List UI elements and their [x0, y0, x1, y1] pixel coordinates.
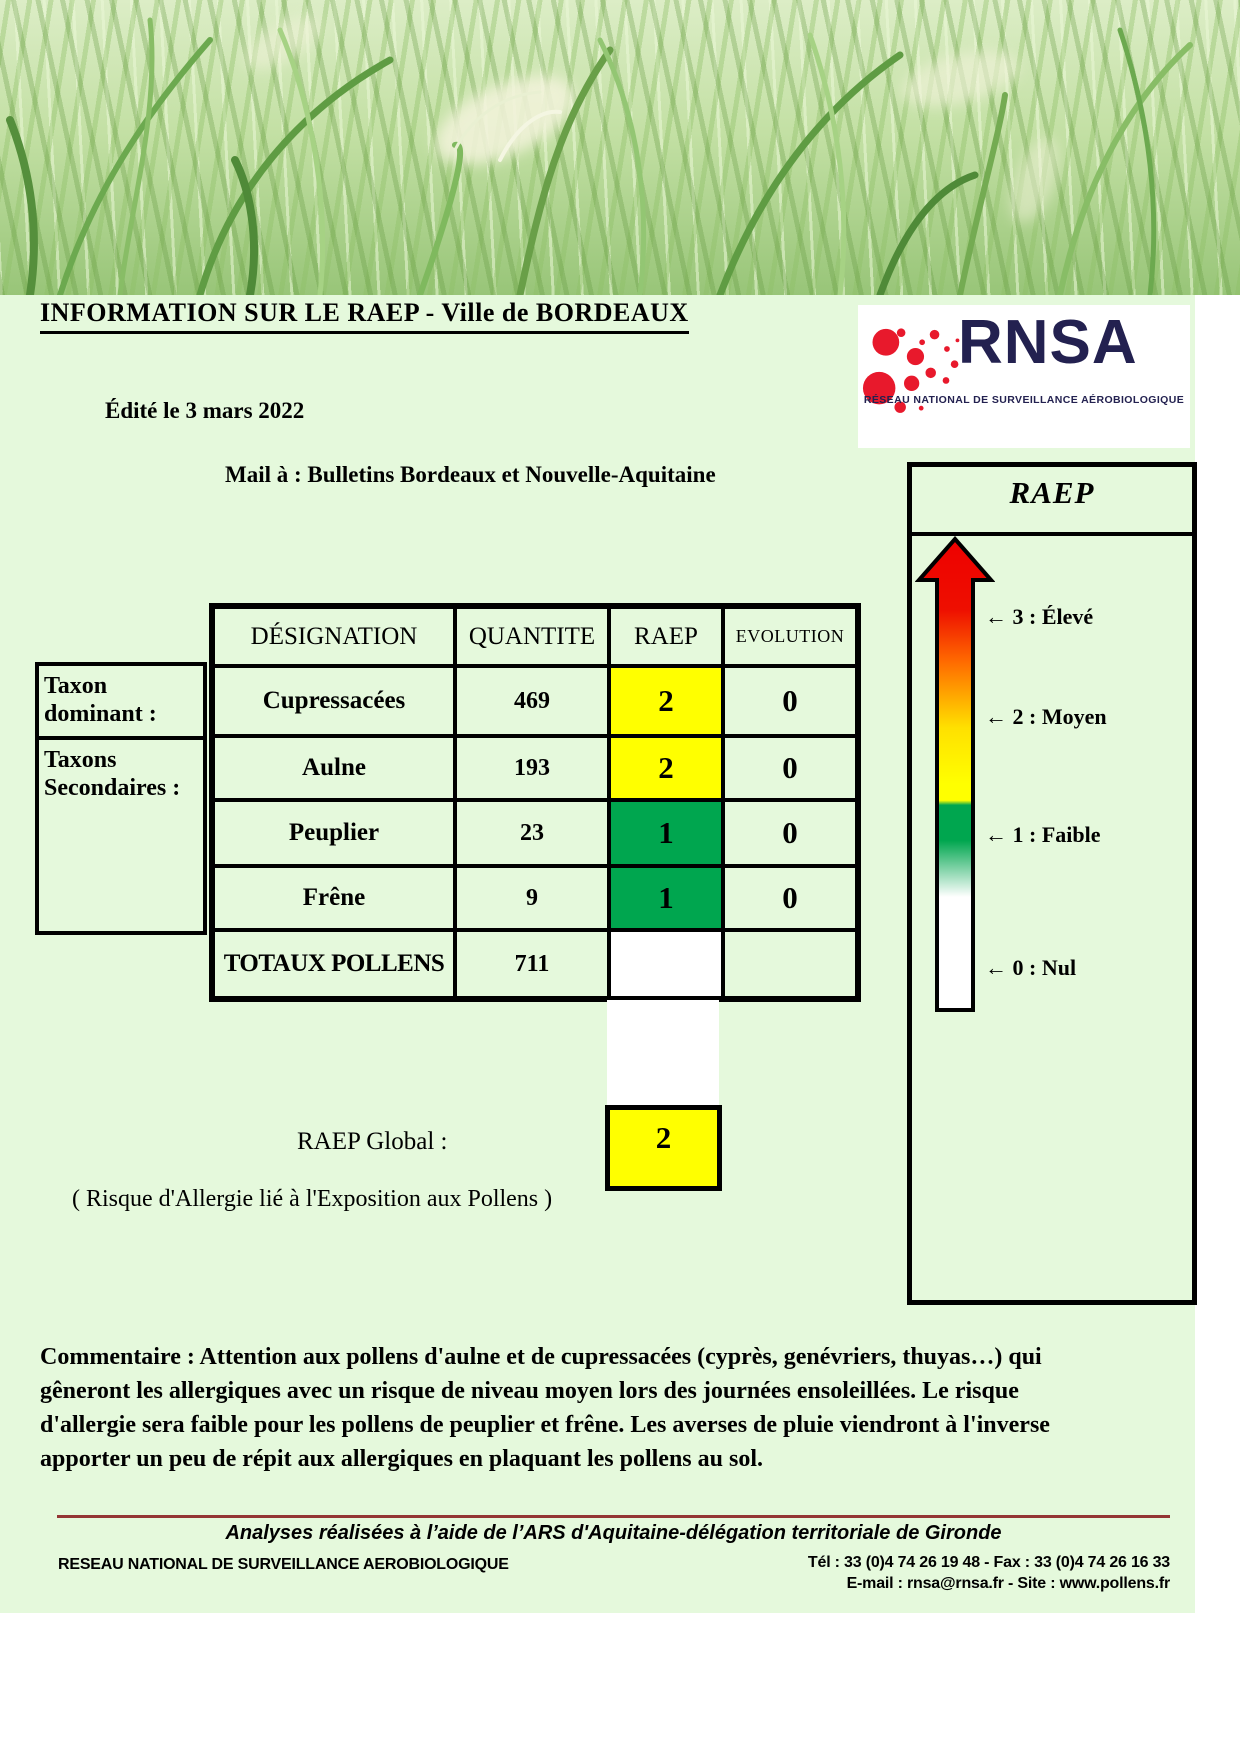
footer-email-site: E-mail : rnsa@rnsa.fr - Site : www.pollens.fr	[846, 1574, 1170, 1592]
col-header-designation: DÉSIGNATION	[212, 606, 455, 666]
col-header-quantite: QUANTITE	[455, 606, 609, 666]
col-header-raep: RAEP	[609, 606, 723, 666]
raep-cell: 1	[609, 800, 723, 866]
quantite-cell: 9	[455, 866, 609, 930]
rnsa-logo-tagline: RÉSEAU NATIONAL DE SURVEILLANCE AÉROBIOLOGIQUE	[863, 394, 1185, 406]
raep-scale-title: RAEP	[912, 467, 1192, 536]
raep-cell: 1	[609, 866, 723, 930]
taxons-secondaires-label: Taxons Secondaires :	[44, 747, 181, 802]
table-row	[212, 666, 858, 736]
footer-organisation-name: RESEAU NATIONAL DE SURVEILLANCE AEROBIOLOGIQUE	[58, 1556, 509, 1573]
taxon-dominant-label: Taxon dominant :	[39, 666, 203, 740]
table-row	[212, 800, 858, 866]
raep-cell: 2	[609, 666, 723, 736]
totals-raep-cell-blank	[609, 930, 723, 999]
designation-cell: Aulne	[212, 736, 455, 800]
grass-header-photo	[0, 0, 1240, 295]
scale-level-moyen: ← 2 : Moyen	[985, 704, 1107, 729]
rnsa-logo-text: RNSA	[958, 308, 1138, 377]
totals-evolution-cell-blank	[723, 930, 858, 999]
raep-global-note: ( Risque d'Allergie lié à l'Exposition aux Pollens )	[72, 1186, 553, 1212]
evolution-cell: 0	[723, 800, 858, 866]
evolution-cell: 0	[723, 736, 858, 800]
col-header-evolution: EVOLUTION	[723, 606, 858, 666]
totals-label-cell: TOTAUX POLLENS	[212, 930, 455, 999]
raep-cell: 2	[609, 736, 723, 800]
evolution-cell: 0	[723, 866, 858, 930]
pollen-table	[209, 603, 861, 1002]
edition-date: Édité le 3 mars 2022	[105, 398, 305, 423]
table-header-row	[212, 606, 858, 666]
quantite-cell: 23	[455, 800, 609, 866]
commentaire-text: Commentaire : Attention aux pollens d'aulne et de cupressacées (cyprès, genévriers, thuyas…) qui gêneront les allergiques avec un risque de niveau moyen lors des journées ensoleillées. Le risque d'allergie sera faible pour les pollens de peuplier et frêne. Les averses de pluie viendront à l'inverse apporter un peu de répit aux allergiques en plaquant les pollens au sol.	[40, 1344, 1050, 1473]
raep-global-value: 2	[605, 1105, 722, 1191]
rnsa-logo	[858, 305, 1190, 448]
footer-contact-block	[690, 1553, 1170, 1595]
table-row	[212, 866, 858, 930]
page-title: INFORMATION SUR LE RAEP - Ville de BORDEAUX	[40, 298, 689, 334]
footer-analyses-credit: Analyses réalisées à l’aide de l’ARS d'Aquitaine-délégation territoriale de Gironde	[225, 1522, 1002, 1544]
raep-global-label: RAEP Global :	[297, 1128, 448, 1155]
designation-cell: Frêne	[212, 866, 455, 930]
totals-quantite-cell: 711	[455, 930, 609, 999]
table-row	[212, 736, 858, 800]
designation-cell: Cupressacées	[212, 666, 455, 736]
mail-recipients: Mail à : Bulletins Bordeaux et Nouvelle-Aquitaine	[225, 462, 716, 487]
scale-level-nul: ← 0 : Nul	[985, 955, 1077, 980]
designation-cell: Peuplier	[212, 800, 455, 866]
taxon-group-labels	[35, 662, 207, 935]
footer-tel-fax: Tél : 33 (0)4 74 26 19 48 - Fax : 33 (0)4 74 26 16 33	[807, 1554, 1170, 1571]
grass-blades-illustration	[0, 0, 1240, 295]
quantite-cell: 193	[455, 736, 609, 800]
quantite-cell: 469	[455, 666, 609, 736]
scale-level-eleve: ← 3 : Élevé	[985, 604, 1094, 629]
scale-level-faible: ← 1 : Faible	[985, 822, 1101, 847]
footer-separator-line	[57, 1515, 1170, 1518]
raep-scale-arrow	[915, 536, 995, 1014]
evolution-cell: 0	[723, 666, 858, 736]
table-total-row	[212, 930, 858, 999]
raep-column-white-strip	[607, 1000, 719, 1105]
